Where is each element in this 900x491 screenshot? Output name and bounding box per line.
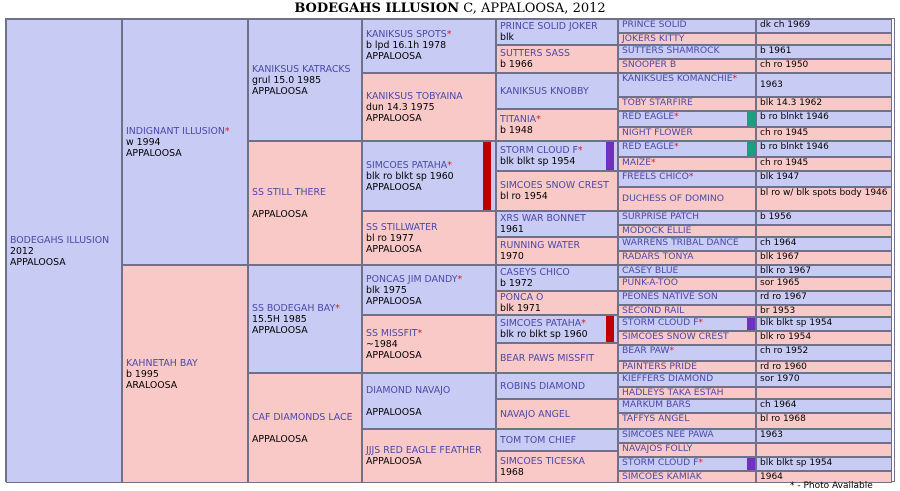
horse-breed: APPALOOSA [366,243,422,255]
gen5-detail-cell: blk 14.3 1962 [756,97,892,111]
horse-detail: dun 14.3 1975 [366,101,435,113]
horse-detail: 1970 [500,251,524,262]
horse-name[interactable]: PONCA O [500,292,544,303]
horse-breed: APPALOOSA [252,208,308,220]
gen5-detail-cell: br 1953 [756,305,892,317]
horse-name[interactable]: SS BODEGAH BAY* [252,302,340,314]
horse-detail: ~1984 [366,338,398,350]
sire-cell[interactable] [122,19,248,265]
gen3-cell[interactable] [362,429,496,483]
gen4-cell[interactable] [496,19,618,45]
color-flag-marker [606,316,614,342]
color-flag-marker [747,142,755,156]
gen5-detail-cell: bl ro 1968 [756,413,892,429]
horse-detail: 1961 [500,224,524,235]
horse-detail: 1968 [500,467,524,478]
horse-detail: b 1948 [500,125,533,136]
horse-detail: blk blkt sp 1954 [500,156,576,167]
gen4-cell[interactable] [496,291,618,315]
title-horse-name: BODEGAHS ILLUSION [294,1,460,16]
horse-name[interactable]: KANIKSUS KNOBBY [500,85,589,97]
gen5-detail-cell: blk ro 1967 [756,265,892,277]
gen5-detail-cell: b ro blnkt 1946 [756,111,892,127]
gen5-detail-cell: blk 1967 [756,251,892,265]
horse-name[interactable]: SS MISSFIT* [366,327,423,339]
gen5-detail-cell: b 1961 [756,45,892,59]
horse-detail: blk ro blkt sp 1960 [500,329,588,340]
gen3-cell[interactable] [362,265,496,315]
gen5-name-cell[interactable]: SURPRISE PATCH [618,211,756,225]
horse-detail: grul 15.0 1985 [252,74,322,86]
gen3-cell[interactable] [362,373,496,429]
gen5-detail-cell: 1963 [756,73,892,97]
color-flag-marker [747,112,755,126]
gen5-detail-cell: ch ro 1945 [756,157,892,171]
gen4-cell[interactable] [496,237,618,265]
horse-detail: b 1972 [500,278,533,289]
gen5-detail-cell: rd ro 1960 [756,361,892,373]
gen5-detail-cell: ch ro 1945 [756,127,892,141]
gen5-name-cell[interactable]: SIMCOES SNOW CREST [618,331,756,345]
gen5-name-cell[interactable]: SNOOPER B [618,59,756,73]
gen4-cell[interactable] [496,171,618,211]
gen5-detail-cell: bl ro w/ blk spots body 1946 [756,187,892,211]
gen5-detail-cell: sor 1970 [756,373,892,387]
gen5-name-cell[interactable]: PRINCE SOLID [618,19,756,33]
gen5-name-cell[interactable]: RED EAGLE* [618,111,756,127]
gen4-cell[interactable] [496,373,618,399]
horse-breed: APPALOOSA [366,295,422,307]
horse-name[interactable]: TITANIA* [500,114,541,125]
horse-name[interactable]: CAF DIAMONDS LACE [252,411,353,423]
photo-available-legend: * - Photo Available [790,481,873,491]
gen3-cell[interactable] [362,141,496,211]
gen5-detail-cell: ch 1964 [756,237,892,251]
gen5-name-cell[interactable]: FREELS CHICO* [618,171,756,187]
gen5-name-cell[interactable]: MARKUM BARS [618,399,756,413]
horse-name[interactable]: TOM TOM CHIEF [500,434,577,446]
gen5-name-cell[interactable]: SECOND RAIL [618,305,756,317]
gen5-detail-cell: 1963 [756,429,892,443]
gen4-cell[interactable] [496,211,618,237]
horse-name[interactable]: SS STILL THERE [252,186,326,198]
gen4-cell[interactable] [496,451,618,483]
gen5-name-cell[interactable]: KANIKSUES KOMANCHIE* [618,73,756,97]
title-details: C, APPALOOSA, 2012 [459,1,606,16]
gen5-name-cell[interactable]: HADLEYS TAKA ESTAH [618,387,756,399]
horse-breed: APPALOOSA [366,406,422,418]
gen5-detail-cell: blk 1947 [756,171,892,187]
gen5-detail-cell [756,443,892,457]
horse-name[interactable]: KANIKSUS SPOTS* [366,29,452,40]
gen5-detail-cell: sor 1965 [756,277,892,291]
gen5-name-cell[interactable]: RED EAGLE* [618,141,756,157]
subject-breed: APPALOOSA [10,256,66,268]
horse-breed: APPALOOSA [366,456,422,467]
horse-name[interactable]: RUNNING WATER [500,240,581,251]
gen5-detail-cell: b ro blnkt 1946 [756,141,892,157]
gen3-cell[interactable] [362,211,496,265]
gen4-cell[interactable] [496,315,618,343]
gen5-name-cell[interactable]: WARRENS TRIBAL DANCE [618,237,756,251]
gen5-detail-cell: ch 1964 [756,399,892,413]
gen3-cell[interactable] [362,19,496,73]
horse-name[interactable]: ROBINS DIAMOND [500,380,586,392]
horse-detail: bl ro 1977 [366,232,414,244]
gen4-cell[interactable] [496,73,618,109]
gen5-name-cell[interactable]: PUNK-A-TOO [618,277,756,291]
horse-detail: bl ro 1954 [500,191,548,202]
gen5-name-cell[interactable]: BEAR PAW* [618,345,756,361]
subject-detail: 2012 [10,245,34,257]
subject-name[interactable]: BODEGAHS ILLUSION [10,234,110,246]
horse-name[interactable]: SIMCOES TICESKA [500,456,585,467]
page-title [0,0,900,18]
gen5-name-cell[interactable]: SUTTERS SHAMROCK [618,45,756,59]
horse-breed: APPALOOSA [252,85,308,97]
horse-detail: blk ro blkt sp 1960 [366,170,454,182]
gen5-name-cell[interactable]: MAIZE* [618,157,756,171]
gen4-cell[interactable] [496,141,618,171]
horse-name[interactable]: SIMCOES PATAHA* [500,318,586,329]
gen5-name-cell[interactable]: STORM CLOUD F* [618,317,756,331]
color-flag-marker [747,458,755,470]
gen5-detail-cell [756,225,892,237]
horse-detail: 15.5H 1985 [252,313,307,325]
gen5-detail-cell: rd ro 1967 [756,291,892,305]
pedigree-chart [5,18,895,482]
horse-breed: ARALOOSA [126,379,178,391]
gen5-name-cell[interactable]: JOKERS KITTY [618,33,756,45]
horse-detail: blk [500,32,514,43]
gen4-cell[interactable] [496,45,618,73]
horse-detail: w 1994 [126,136,161,148]
horse-breed: APPALOOSA [252,324,308,336]
gen5-name-cell[interactable]: PAINTERS PRIDE [618,361,756,373]
gen5-detail-cell: blk blkt sp 1954 [756,457,892,471]
gen5-name-cell[interactable]: TOBY STARFIRE [618,97,756,111]
horse-detail: b 1995 [126,368,159,380]
gen5-detail-cell [756,33,892,45]
gen5-detail-cell: blk blkt sp 1954 [756,317,892,331]
horse-detail: blk 1975 [366,284,407,296]
gen4-cell[interactable] [496,399,618,429]
horse-name[interactable]: JJJS RED EAGLE FEATHER [366,445,482,456]
horse-breed: APPALOOSA [366,51,422,62]
gen4-cell[interactable] [496,343,618,373]
horse-name[interactable]: SUTTERS SASS [500,48,570,59]
horse-breed: APPALOOSA [366,112,422,124]
gen5-name-cell[interactable]: RADARS TONYA [618,251,756,265]
horse-name[interactable]: DIAMOND NAVAJO [366,384,451,396]
gen2-cell[interactable] [248,141,362,265]
horse-name[interactable]: STORM CLOUD F* [500,145,583,156]
gen5-name-cell[interactable]: SIMCOES KAMIAK [618,471,756,483]
horse-name[interactable]: INDIGNANT ILLUSION* [126,125,230,137]
gen3-cell[interactable] [362,73,496,141]
horse-name[interactable]: XRS WAR BONNET [500,213,586,224]
gen5-name-cell[interactable]: TAFFYS ANGEL [618,413,756,429]
horse-breed: APPALOOSA [366,181,422,193]
horse-name[interactable]: KANIKSUS TOBYAINA [366,90,463,102]
horse-breed: APPALOOSA [126,147,182,159]
gen5-name-cell[interactable]: STORM CLOUD F* [618,457,756,471]
gen4-cell[interactable] [496,109,618,141]
horse-name[interactable]: BEAR PAWS MISSFIT [500,352,595,364]
horse-name[interactable]: PONCAS JIM DANDY* [366,273,463,285]
gen5-name-cell[interactable]: KIEFFERS DIAMOND [618,373,756,387]
gen5-name-cell[interactable]: SIMCOES NEE PAWA [618,429,756,443]
gen2-cell[interactable] [248,19,362,141]
horse-name[interactable]: KAHNETAH BAY [126,357,198,369]
color-flag-marker [747,318,755,330]
gen4-cell[interactable] [496,265,618,291]
gen5-name-cell[interactable]: NIGHT FLOWER [618,127,756,141]
gen5-name-cell[interactable]: NAVAJOS FOLLY [618,443,756,457]
gen4-cell[interactable] [496,429,618,451]
gen5-name-cell[interactable]: PEONES NATIVE SON [618,291,756,305]
gen5-detail-cell: ch ro 1952 [756,345,892,361]
gen5-detail-cell: b 1956 [756,211,892,225]
gen5-detail-cell: blk ro 1954 [756,331,892,345]
gen5-detail-cell: dk ch 1969 [756,19,892,33]
horse-name[interactable]: PRINCE SOLID JOKER [500,21,598,32]
gen5-name-cell[interactable]: DUCHESS OF DOMINO [618,187,756,211]
horse-name[interactable]: KANIKSUS KATRACKS [252,63,351,75]
gen5-detail-cell: 1964 [756,471,892,483]
color-flag-marker [483,142,491,210]
horse-name[interactable]: SIMCOES PATAHA* [366,159,452,171]
color-flag-marker [606,142,614,170]
horse-detail: blk 1971 [500,303,541,314]
gen2-cell[interactable] [248,265,362,373]
gen5-detail-cell: ch ro 1950 [756,59,892,73]
gen5-name-cell[interactable]: MODOCK ELLIE [618,225,756,237]
gen2-cell[interactable] [248,373,362,483]
horse-name[interactable]: SIMCOES SNOW CREST [500,180,609,191]
horse-name[interactable]: NAVAJO ANGEL [500,408,571,420]
horse-name[interactable]: SS STILLWATER [366,221,438,233]
horse-name[interactable]: CASEYS CHICO [500,267,570,278]
subject-horse[interactable] [6,19,122,483]
horse-breed: APPALOOSA [252,433,308,445]
horse-detail: b lpd 16.1h 1978 [366,40,447,51]
horse-breed: APPALOOSA [366,349,422,361]
dam-cell[interactable] [122,265,248,483]
gen3-cell[interactable] [362,315,496,373]
horse-detail: b 1966 [500,59,533,70]
gen5-detail-cell [756,387,892,399]
gen5-name-cell[interactable]: CASEY BLUE [618,265,756,277]
